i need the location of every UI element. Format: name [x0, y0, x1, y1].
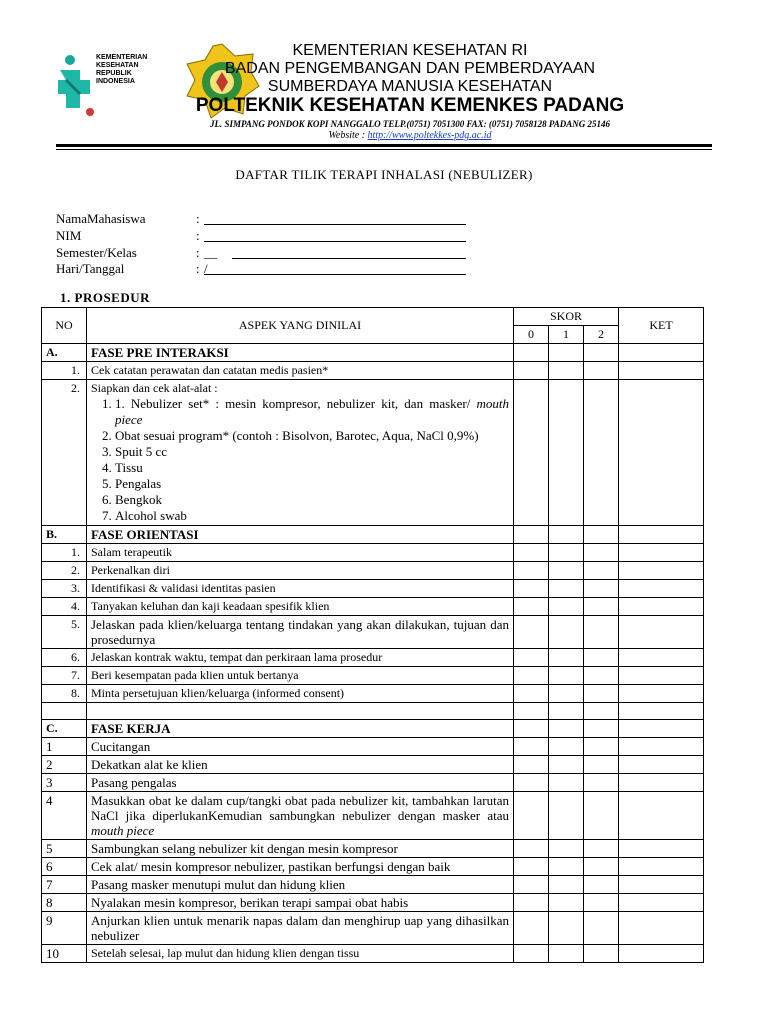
- table-row: [42, 616, 704, 649]
- ket-cell[interactable]: [619, 703, 704, 720]
- ket-cell[interactable]: [619, 738, 704, 756]
- row-text: Beri kesempatan pada klien untuk bertanya: [87, 667, 514, 685]
- ket-cell[interactable]: [619, 858, 704, 876]
- score-cell[interactable]: [549, 526, 584, 544]
- table-row: [42, 344, 704, 362]
- skor-1: 1: [549, 326, 584, 344]
- list-item: 7. Alcohol swab: [115, 508, 509, 524]
- section-title: 1. PROSEDUR: [60, 290, 151, 305]
- website-link[interactable]: http://www.poltekkes-pdg.ac.id: [367, 130, 492, 141]
- row-text: Sambungkan selang nebulizer kit dengan mesin kompresor: [87, 840, 514, 858]
- identity-sep: :: [196, 245, 200, 260]
- score-cell[interactable]: [584, 858, 619, 876]
- row-text-intro: Siapkan dan cek alat-alat :: [91, 381, 218, 395]
- score-cell[interactable]: [514, 738, 549, 756]
- skor-0: 0: [514, 326, 549, 344]
- row-text: Pasang pengalas: [87, 774, 514, 792]
- score-cell[interactable]: [514, 544, 549, 562]
- score-cell[interactable]: [549, 756, 584, 774]
- list-item: 5. Pengalas: [115, 476, 509, 492]
- row-text: Identifikasi & validasi identitas pasien: [87, 580, 514, 598]
- table-row: [42, 580, 704, 598]
- identity-key: NIM: [56, 228, 82, 243]
- score-cell[interactable]: [584, 720, 619, 738]
- col-no: NO: [42, 308, 87, 344]
- row-no: 1: [42, 738, 87, 756]
- score-cell[interactable]: [549, 580, 584, 598]
- score-cell[interactable]: [549, 667, 584, 685]
- ket-cell[interactable]: [619, 912, 704, 945]
- table-row: [42, 562, 704, 580]
- row-text: Jelaskan kontrak waktu, tempat dan perkiraan lama prosedur: [87, 649, 514, 667]
- header-line-1: KEMENTERIAN KESEHATAN RI: [292, 42, 528, 59]
- score-cell[interactable]: [549, 703, 584, 720]
- identity-value: __ /: [204, 245, 217, 276]
- score-cell[interactable]: [549, 912, 584, 945]
- row-text: [87, 792, 514, 840]
- score-cell[interactable]: [514, 792, 549, 840]
- table-row: [42, 912, 704, 945]
- score-cell[interactable]: [514, 562, 549, 580]
- score-cell[interactable]: [549, 616, 584, 649]
- row-no: A.: [42, 344, 87, 362]
- ket-cell[interactable]: [619, 562, 704, 580]
- score-cell[interactable]: [584, 667, 619, 685]
- row-no: C.: [42, 720, 87, 738]
- score-cell[interactable]: [549, 685, 584, 703]
- score-cell[interactable]: [514, 756, 549, 774]
- row-no: 7.: [42, 667, 87, 685]
- score-cell[interactable]: [584, 362, 619, 380]
- phase-title: FASE PRE INTERAKSI: [87, 344, 514, 362]
- row-no: 5.: [42, 616, 87, 649]
- row-no: 6: [42, 858, 87, 876]
- list-item: [115, 396, 509, 428]
- table-row: [42, 649, 704, 667]
- logo-text-4: INDONESIA: [96, 78, 135, 85]
- score-cell[interactable]: [549, 344, 584, 362]
- score-cell[interactable]: [584, 562, 619, 580]
- score-cell[interactable]: [514, 774, 549, 792]
- row-text: Cek catatan perawatan dan catatan medis pasien*: [87, 362, 514, 380]
- kemenkes-logo: [56, 50, 146, 120]
- score-cell[interactable]: [549, 380, 584, 526]
- ket-cell[interactable]: [619, 876, 704, 894]
- identity-blank[interactable]: [204, 241, 466, 242]
- col-ket: KET: [619, 308, 704, 344]
- score-cell[interactable]: [549, 792, 584, 840]
- logo-text-3: REPUBLIK: [96, 70, 132, 77]
- skor-2: 2: [584, 326, 619, 344]
- ket-cell[interactable]: [619, 544, 704, 562]
- score-cell[interactable]: [584, 526, 619, 544]
- score-cell[interactable]: [584, 840, 619, 858]
- ket-cell[interactable]: [619, 894, 704, 912]
- score-cell[interactable]: [549, 840, 584, 858]
- row-text: Salam terapeutik: [87, 544, 514, 562]
- ket-cell[interactable]: [619, 580, 704, 598]
- header-line-2: BADAN PENGEMBANGAN DAN PEMBERDAYAAN: [224, 60, 596, 77]
- score-cell[interactable]: [514, 362, 549, 380]
- row-text: Anjurkan klien untuk menarik napas dalam dan menghirup uap yang dihasilkan nebulizer: [87, 912, 514, 945]
- table-row: [42, 526, 704, 544]
- table-row-empty: [42, 703, 704, 720]
- document-title: DAFTAR TILIK TERAPI INHALASI (NEBULIZER): [235, 167, 533, 182]
- table-row: [42, 598, 704, 616]
- ket-cell[interactable]: [619, 616, 704, 649]
- score-cell[interactable]: [549, 738, 584, 756]
- score-cell[interactable]: [584, 945, 619, 963]
- table-row: [42, 774, 704, 792]
- table-row: [42, 362, 704, 380]
- table-row: [42, 792, 704, 840]
- ket-cell[interactable]: [619, 840, 704, 858]
- score-cell[interactable]: [584, 738, 619, 756]
- score-cell[interactable]: [584, 616, 619, 649]
- equipment-list: [91, 396, 509, 524]
- website-label: Website :: [328, 130, 368, 141]
- ket-cell[interactable]: [619, 685, 704, 703]
- list-item: 6. Bengkok: [115, 492, 509, 508]
- score-cell[interactable]: [584, 598, 619, 616]
- identity-blank[interactable]: [204, 224, 466, 225]
- score-cell[interactable]: [549, 649, 584, 667]
- list-item: 2. Obat sesuai program* (contoh : Bisolvon, Barotec, Aqua, NaCl 0,9%): [115, 428, 509, 444]
- row-no: 7: [42, 876, 87, 894]
- score-cell[interactable]: [584, 703, 619, 720]
- score-cell[interactable]: [584, 685, 619, 703]
- ket-cell[interactable]: [619, 774, 704, 792]
- list-item: 4. Tissu: [115, 460, 509, 476]
- row-no: 4: [42, 792, 87, 840]
- col-aspek: ASPEK YANG DINILAI: [87, 308, 514, 344]
- score-cell[interactable]: [514, 945, 549, 963]
- identity-key: Semester/Kelas: [56, 245, 137, 260]
- identity-sep: :: [196, 261, 200, 276]
- identity-key: Hari/Tanggal: [56, 261, 125, 276]
- score-cell[interactable]: [514, 344, 549, 362]
- row-text: Cucitangan: [87, 738, 514, 756]
- ket-cell[interactable]: [619, 362, 704, 380]
- row-no: 8.: [42, 685, 87, 703]
- score-cell[interactable]: [584, 580, 619, 598]
- score-cell[interactable]: [549, 544, 584, 562]
- ket-cell[interactable]: [619, 649, 704, 667]
- score-cell[interactable]: [514, 616, 549, 649]
- empty-cell: [87, 703, 514, 720]
- row-no: 10: [42, 945, 87, 963]
- identity-key: NamaMahasiswa: [56, 211, 146, 226]
- row-no: 1.: [42, 362, 87, 380]
- score-cell[interactable]: [584, 912, 619, 945]
- row-text: Setelah selesai, lap mulut dan hidung klien dengan tissu: [87, 945, 514, 963]
- logo-text-2: KESEHATAN: [96, 62, 139, 69]
- table-row: [42, 840, 704, 858]
- score-cell[interactable]: [584, 792, 619, 840]
- list-item: 3. Spuit 5 cc: [115, 444, 509, 460]
- institution-name: POLTEKNIK KESEHATAN KEMENKES PADANG: [195, 95, 625, 116]
- row-no: 2: [42, 756, 87, 774]
- row-text: Pasang masker menutupi mulut dan hidung klien: [87, 876, 514, 894]
- score-cell[interactable]: [514, 667, 549, 685]
- score-cell[interactable]: [549, 562, 584, 580]
- score-cell[interactable]: [514, 703, 549, 720]
- row-text: Perkenalkan diri: [87, 562, 514, 580]
- score-cell[interactable]: [514, 685, 549, 703]
- score-cell[interactable]: [514, 380, 549, 526]
- score-cell[interactable]: [549, 876, 584, 894]
- row-no: 9: [42, 912, 87, 945]
- score-cell[interactable]: [584, 649, 619, 667]
- score-cell[interactable]: [549, 858, 584, 876]
- phase-title: FASE ORIENTASI: [87, 526, 514, 544]
- row-no: 1.: [42, 544, 87, 562]
- address: JL. SIMPANG PONDOK KOPI NANGGALO TELP.(0751) 7051300 FAX: (0751) 7058128 PADANG 25146: [210, 119, 610, 129]
- score-cell[interactable]: [514, 580, 549, 598]
- row-no: 4.: [42, 598, 87, 616]
- row-text: Dekatkan alat ke klien: [87, 756, 514, 774]
- table-row: [42, 858, 704, 876]
- row-no: 2.: [42, 562, 87, 580]
- score-cell[interactable]: [584, 544, 619, 562]
- logo-text-1: KEMENTERIAN: [96, 54, 148, 61]
- score-cell[interactable]: [514, 720, 549, 738]
- row-text: Cek alat/ mesin kompresor nebulizer, pastikan berfungsi dengan baik: [87, 858, 514, 876]
- header-line-3: SUMBERDAYA MANUSIA KESEHATAN: [267, 78, 553, 95]
- list-item-text: 1. Nebulizer set* : mesin kompresor, nebulizer kit, dan masker/: [115, 396, 477, 411]
- identity-blank[interactable]: [204, 274, 466, 275]
- score-cell[interactable]: [584, 380, 619, 526]
- checklist-table: [41, 307, 704, 963]
- score-cell[interactable]: [514, 649, 549, 667]
- website: [140, 130, 680, 141]
- table-row: [42, 720, 704, 738]
- row-no: 3.: [42, 580, 87, 598]
- table-row: [42, 894, 704, 912]
- list-item-italic: mouth piece: [115, 396, 509, 427]
- row-text: [87, 380, 514, 526]
- ket-cell[interactable]: [619, 344, 704, 362]
- score-cell[interactable]: [514, 598, 549, 616]
- header-rule-thin: [56, 149, 712, 150]
- table-row: [42, 380, 704, 526]
- ket-cell[interactable]: [619, 380, 704, 526]
- ket-cell[interactable]: [619, 720, 704, 738]
- ket-cell[interactable]: [619, 667, 704, 685]
- score-cell[interactable]: [584, 876, 619, 894]
- row-no: B.: [42, 526, 87, 544]
- score-cell[interactable]: [514, 840, 549, 858]
- ket-cell[interactable]: [619, 945, 704, 963]
- table-row: [42, 738, 704, 756]
- ket-cell[interactable]: [619, 598, 704, 616]
- table-row: [42, 945, 704, 963]
- score-cell[interactable]: [514, 858, 549, 876]
- row-text: Minta persetujuan klien/keluarga (informed consent): [87, 685, 514, 703]
- row-text-main: Masukkan obat ke dalam cup/tangki obat pada nebulizer kit, tambahkan larutan NaCl jika diperlukanKemudian sambungkan nebulizer dengan masker atau: [91, 793, 509, 823]
- score-cell[interactable]: [549, 894, 584, 912]
- ket-cell[interactable]: [619, 792, 704, 840]
- identity-blank[interactable]: [232, 258, 466, 259]
- identity-sep: :: [196, 211, 200, 226]
- letterhead: [0, 0, 768, 150]
- row-text: Nyalakan mesin kompresor, berikan terapi sampai obat habis: [87, 894, 514, 912]
- ket-cell[interactable]: [619, 526, 704, 544]
- score-cell[interactable]: [549, 720, 584, 738]
- score-cell[interactable]: [514, 912, 549, 945]
- score-cell[interactable]: [549, 362, 584, 380]
- score-cell[interactable]: [514, 894, 549, 912]
- row-text: Jelaskan pada klien/keluarga tentang tindakan yang akan dilakukan, tujuan dan prosedurnya: [87, 616, 514, 649]
- score-cell[interactable]: [549, 774, 584, 792]
- row-text-italic: mouth piece: [91, 823, 155, 838]
- ket-cell[interactable]: [619, 756, 704, 774]
- identity-sep: :: [196, 228, 200, 243]
- table-row: [42, 685, 704, 703]
- row-no: 2.: [42, 380, 87, 526]
- table-row: [42, 544, 704, 562]
- score-cell[interactable]: [549, 598, 584, 616]
- phase-title: FASE KERJA: [87, 720, 514, 738]
- header-rule-thick: [56, 144, 712, 147]
- col-skor: SKOR: [514, 308, 619, 326]
- row-no: 6.: [42, 649, 87, 667]
- score-cell[interactable]: [584, 756, 619, 774]
- table-row: [42, 667, 704, 685]
- row-text: Tanyakan keluhan dan kaji keadaan spesifik klien: [87, 598, 514, 616]
- table-header-row: [42, 308, 704, 326]
- score-cell[interactable]: [514, 876, 549, 894]
- row-no: 8: [42, 894, 87, 912]
- score-cell[interactable]: [584, 774, 619, 792]
- table-row: [42, 756, 704, 774]
- score-cell[interactable]: [514, 526, 549, 544]
- score-cell[interactable]: [584, 894, 619, 912]
- row-no: 3: [42, 774, 87, 792]
- empty-cell: [42, 703, 87, 720]
- row-no: 5: [42, 840, 87, 858]
- score-cell[interactable]: [549, 945, 584, 963]
- table-row: [42, 876, 704, 894]
- score-cell[interactable]: [584, 344, 619, 362]
